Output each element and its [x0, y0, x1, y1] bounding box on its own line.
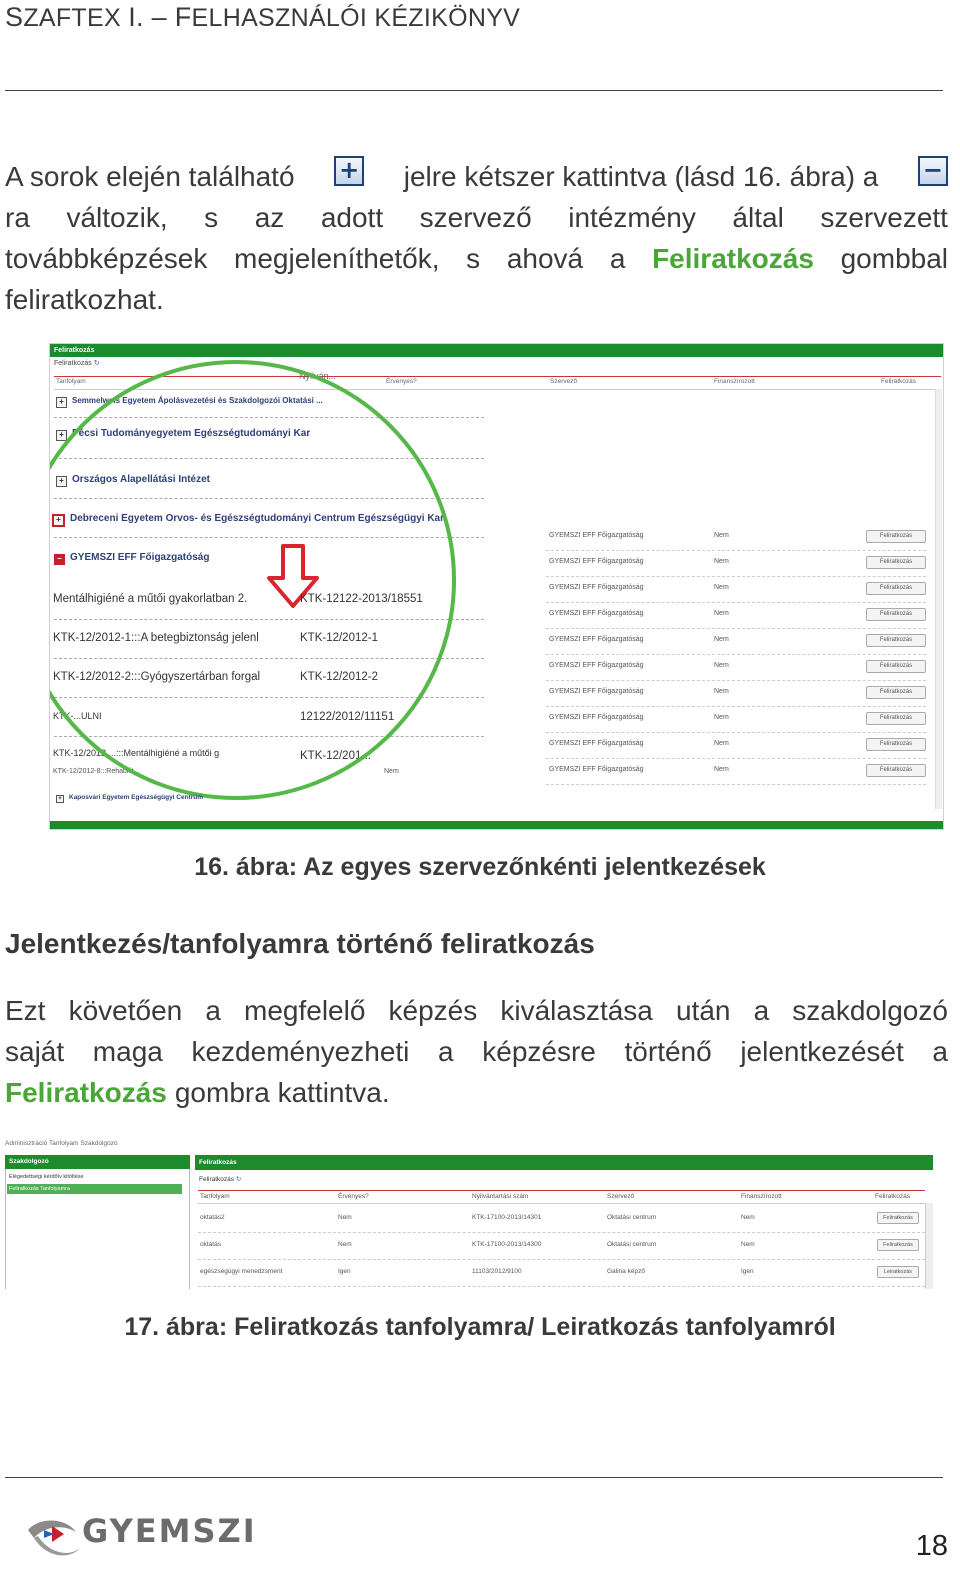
subscribe-button[interactable]: Feliratkozás — [877, 1212, 919, 1224]
header-initial-s: S — [5, 2, 24, 32]
organizer-name: Debreceni Egyetem Orvos- és Egészségtudományi Centrum Egészségügyi Kar — [70, 513, 445, 524]
intro-paragraph — [5, 156, 948, 320]
figure-17-screenshot — [5, 1137, 933, 1289]
column-header[interactable]: Érvényes? — [386, 378, 417, 385]
column-header[interactable]: Nyilvántartási szám — [472, 1193, 529, 1200]
subtitle-text: Feliratkozás — [199, 1176, 235, 1183]
valid-cell: Nem — [338, 1214, 352, 1221]
funded-cell: Nem — [714, 584, 729, 591]
subscribe-button[interactable]: Feliratkozás — [866, 634, 926, 647]
subscribe-button[interactable]: Feliratkozás — [866, 582, 926, 595]
table-row — [546, 680, 926, 707]
organizer-cell: GYEMSZI EFF Főigazgatóság — [549, 636, 644, 643]
funded-cell: Nem — [714, 688, 729, 695]
footer-rule — [5, 1477, 943, 1478]
word: után — [675, 995, 731, 1026]
expand-plus-icon[interactable]: + — [52, 514, 65, 527]
registration-number: KTK-12/201... — [300, 750, 371, 762]
header-part: I. – F — [128, 2, 192, 32]
registration-number: KTK-12/2012-2 — [300, 671, 378, 683]
subscribe-button[interactable]: Feliratkozás — [877, 1239, 919, 1251]
subscribe-button[interactable]: Feliratkozás — [866, 608, 926, 621]
organizer-cell: GYEMSZI EFF Főigazgatóság — [549, 714, 644, 721]
menu-item-subscribe[interactable]: Feliratkozás Tanfolyamra — [7, 1184, 182, 1194]
column-header[interactable]: Tanfolyam — [56, 378, 86, 385]
subscribe-button[interactable]: Feliratkozás — [866, 530, 926, 543]
word: képzés — [388, 995, 478, 1026]
table-row — [546, 706, 926, 733]
para-line — [5, 238, 948, 279]
word: a — [932, 1036, 948, 1067]
registration-cell: KTK-17100-2013/14301 — [472, 1214, 542, 1221]
organizer-name: Országos Alapellátási Intézet — [72, 474, 211, 485]
organizer-cell: Oktatási centrum — [607, 1241, 657, 1248]
page-number: 18 — [915, 1530, 948, 1562]
table-row — [546, 602, 926, 629]
feliratkozas-keyword: Feliratkozás — [652, 243, 814, 274]
organizer-name: Semmelweis Egyetem Ápolásvezetési és Szakdolgozói Oktatási ... — [72, 396, 323, 405]
organizer-group[interactable] — [56, 794, 203, 803]
top-menu[interactable]: Adminisztráció Tanfolyam Szakdolgozó — [5, 1140, 118, 1147]
word: a — [609, 243, 626, 274]
left-panel-title: Szakdolgozó — [5, 1155, 190, 1169]
subscribe-button[interactable]: Feliratkozás — [866, 686, 926, 699]
subscribe-button[interactable]: Feliratkozás — [866, 660, 926, 673]
funded-cell: Nem — [714, 636, 729, 643]
funded-cell: Nem — [741, 1241, 755, 1248]
scrollbar[interactable] — [935, 389, 942, 809]
course-name: Mentálhigiéné a műtői gyakorlatban 2. — [53, 593, 248, 605]
organizer-cell: Oktatási centrum — [607, 1214, 657, 1221]
word: maga — [92, 1036, 163, 1067]
para-text: A sorok elején található — [5, 161, 295, 192]
word: megfelelő — [244, 995, 366, 1026]
word: szervező — [419, 202, 532, 233]
column-header[interactable]: Finanszírozott — [714, 378, 755, 385]
subscribe-button[interactable]: Feliratkozás — [866, 738, 926, 751]
organizer-name: GYEMSZI EFF Főigazgatóság — [70, 552, 210, 563]
word: követően — [68, 995, 183, 1026]
word: megjeleníthetők, — [234, 243, 440, 274]
word: kiválasztása — [500, 995, 653, 1026]
table-row — [198, 1232, 925, 1260]
para-line — [5, 279, 948, 320]
word: feliratkozhat. — [5, 284, 164, 315]
para-line — [5, 156, 948, 197]
right-panel-title: Feliratkozás — [195, 1155, 933, 1170]
column-header[interactable]: Érvényes? — [338, 1193, 369, 1200]
word: jelentkezését — [740, 1036, 904, 1067]
column-header[interactable]: Nyilván... — [299, 371, 337, 381]
table-row — [546, 576, 926, 603]
word: s — [204, 202, 219, 233]
expand-plus-icon[interactable]: + — [56, 795, 64, 803]
column-header[interactable]: Szervező — [550, 378, 578, 385]
funded-cell: Nem — [741, 1214, 755, 1221]
organizer-cell: GYEMSZI EFF Főigazgatóság — [549, 532, 644, 539]
word: változik, — [66, 202, 168, 233]
table-row — [546, 758, 926, 785]
organizer-cell: GYEMSZI EFF Főigazgatóság — [549, 740, 644, 747]
table-row — [198, 1205, 925, 1233]
word: Ezt — [5, 995, 46, 1026]
word: kezdeményezheti — [191, 1036, 410, 1067]
word: a — [438, 1036, 454, 1067]
table-row — [546, 732, 926, 759]
scrollbar[interactable] — [925, 1203, 933, 1289]
subscribe-button[interactable]: Feliratkozás — [866, 712, 926, 725]
expand-plus-icon[interactable]: + — [56, 476, 67, 487]
table-header — [198, 1190, 925, 1204]
funded-cell: Nem — [714, 766, 729, 773]
figure-16-caption: 16. ábra: Az egyes szervezőnkénti jelentkezések — [194, 853, 766, 881]
unsubscribe-button[interactable]: Leiratkozás — [877, 1266, 919, 1278]
valid-cell: Nem — [338, 1241, 352, 1248]
course-name: KTK-12/2012-8:::Rehabilit... — [53, 768, 140, 775]
course-cell: oktatás — [200, 1241, 221, 1248]
subscribe-button[interactable]: Feliratkozás — [866, 764, 926, 777]
para-line — [5, 990, 948, 1031]
panel-bottom-bar — [50, 821, 943, 829]
funded-cell: Nem — [714, 714, 729, 721]
word: gombbal — [840, 243, 948, 274]
collapse-minus-icon[interactable]: − — [54, 554, 65, 565]
word: képzésre — [482, 1036, 596, 1067]
plus-icon: + — [334, 156, 364, 186]
para-line — [5, 1072, 948, 1113]
organizer-name: Kaposvári Egyetem Egészségügyi Centrum — [69, 794, 204, 801]
funded-cell: Nem — [714, 662, 729, 669]
refresh-icon[interactable]: ↻ — [93, 360, 100, 367]
organizer-name: Pécsi Tudományegyetem Egészségtudományi Kar — [72, 428, 311, 439]
right-panel-subtitle — [199, 1175, 241, 1183]
word: továbbképzések — [5, 243, 208, 274]
registration-number: KTK-12122-2013/18551 — [300, 593, 423, 605]
course-name: KTK-12/2012-2:::Gyógyszertárban forgal — [53, 671, 261, 683]
registration-cell: KTK-17100-2013/14300 — [472, 1241, 542, 1248]
word: által — [732, 202, 784, 233]
figure-17-caption: 17. ábra: Feliratkozás tanfolyamra/ Leiratkozás tanfolyamról — [124, 1313, 836, 1341]
minus-icon: − — [918, 156, 948, 186]
figure-16-screenshot — [49, 343, 944, 830]
funded-cell: Nem — [714, 558, 729, 565]
word: szervezett — [820, 202, 948, 233]
column-header[interactable]: Szervező — [607, 1193, 635, 1200]
word: gombra kattintva. — [174, 1077, 390, 1108]
funded-cell: Nem — [714, 532, 729, 539]
word: ahová — [506, 243, 584, 274]
menu-item-survey[interactable]: Elégedettségi kérdőív kitöltése — [9, 1174, 84, 1180]
logo-text: GYEMSZI — [82, 1512, 257, 1550]
organizer-cell: GYEMSZI EFF Főigazgatóság — [549, 558, 644, 565]
word: adott — [320, 202, 384, 233]
header-part: ELHASZNÁLÓI KÉZIKÖNYV — [191, 4, 521, 32]
expand-plus-icon[interactable]: + — [56, 430, 67, 441]
table-row — [546, 628, 926, 655]
organizer-cell: GYEMSZI EFF Főigazgatóság — [549, 766, 644, 773]
word: intézmény — [568, 202, 696, 233]
registration-number: 12122/2012/11151 — [300, 711, 395, 723]
course-cell: oktatás2 — [200, 1214, 225, 1221]
word: saját — [5, 1036, 65, 1067]
column-header[interactable]: Feliratkozás — [875, 1193, 911, 1200]
document-header — [5, 2, 520, 33]
body-paragraph — [5, 990, 948, 1113]
course-name: KTK-12/2012-1:::A betegbiztonság jelenl — [53, 632, 259, 644]
funded-cell: Igen — [741, 1268, 754, 1275]
table-row — [198, 1259, 925, 1287]
word: történő — [624, 1036, 712, 1067]
funded-cell: Nem — [714, 740, 729, 747]
panel-title-bar: Feliratkozás — [50, 344, 943, 357]
organizer-cell: Galina képző — [607, 1268, 645, 1275]
refresh-icon[interactable]: ↻ — [235, 1176, 242, 1183]
course-name: KTK-12/2012 ...:::Mentálhigiéné a műtői g — [53, 748, 220, 758]
registration-number: KTK-12/2012-1 — [300, 632, 378, 644]
organizer-cell: GYEMSZI EFF Főigazgatóság — [549, 610, 644, 617]
word: szakdolgozó — [792, 995, 948, 1026]
registration-cell: 11103/2012/9100 — [472, 1268, 522, 1275]
word: ra — [5, 202, 30, 233]
word: a — [753, 995, 770, 1026]
column-header[interactable]: Finanszírozott — [741, 1193, 782, 1200]
valid-cell: Nem — [384, 768, 399, 775]
section-heading: Jelentkezés/tanfolyamra történő feliratkozás — [5, 928, 595, 959]
magnifier-circle — [49, 360, 456, 800]
column-header[interactable]: Tanfolyam — [200, 1193, 230, 1200]
organizer-cell: GYEMSZI EFF Főigazgatóság — [549, 688, 644, 695]
organizer-cell: GYEMSZI EFF Főigazgatóság — [549, 584, 644, 591]
course-cell: egészségügyi menedzsment — [200, 1268, 283, 1275]
funded-cell: Nem — [714, 610, 729, 617]
table-row — [546, 524, 926, 551]
subtitle-text: Feliratkozás — [54, 360, 92, 367]
para-line — [5, 1031, 948, 1072]
table-row — [546, 550, 926, 577]
column-header[interactable]: Feliratkozás — [881, 378, 917, 385]
feliratkozas-keyword: Feliratkozás — [5, 1077, 167, 1108]
course-name: KTK-...ULNI — [53, 711, 102, 721]
valid-cell: Igen — [338, 1268, 351, 1275]
word: az — [254, 202, 285, 233]
expand-plus-icon[interactable]: + — [56, 397, 67, 408]
subscribe-button[interactable]: Feliratkozás — [866, 556, 926, 569]
organizer-cell: GYEMSZI EFF Főigazgatóság — [549, 662, 644, 669]
para-line — [5, 197, 948, 238]
header-rule — [5, 90, 943, 91]
para-text: jelre kétszer kattintva (lásd 16. ábra) a — [403, 161, 879, 192]
word: a — [205, 995, 221, 1026]
table-row — [546, 654, 926, 681]
header-part: ZAFTEX — [23, 4, 129, 32]
word: s — [466, 243, 481, 274]
